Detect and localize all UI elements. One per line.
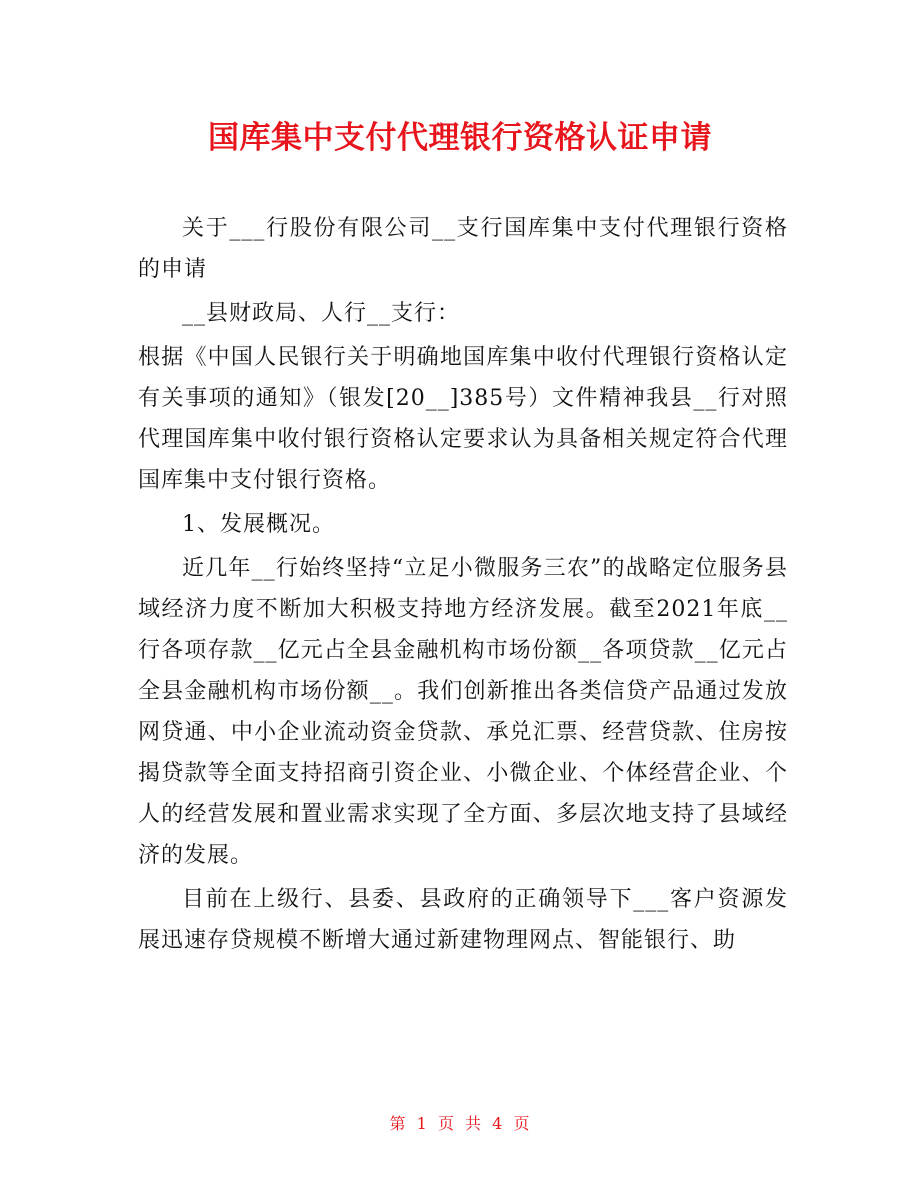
footer-current-page: 1 — [416, 1114, 428, 1133]
page-footer — [0, 1112, 920, 1136]
paragraph-current-status: 目前在上级行、县委、县政府的正确领导下___客户资源发展迅速存贷规模不断增大通过新建物理网点、智能银行、助 — [138, 887, 788, 953]
paragraph-development: 近几年__行始终坚持“立足小微服务三农”的战略定位服务县域经济力度不断加大积极支持地方经济发展。截至2021年底__行各项存款__亿元占全县金融机构市场份额__各项贷款__亿元占全县金融机构市场份额__。我们创新推出各类信贷产品通过发放网贷通、中小企业流动资金贷款、承兑汇票、经营贷款、住房按揭贷款等全面支持招商引资企业、小微企业、个体经营企业、个人的经营发展和置业需求实现了全方面、多层次地支持了县域经济的发展。 — [138, 556, 788, 868]
paragraph-subject: 关于___行股份有限公司__支行国库集中支付代理银行资格的申请 — [138, 216, 788, 282]
footer-label-total: 共 — [465, 1114, 483, 1133]
document-title: 国库集中支付代理银行资格认证申请 — [208, 120, 712, 156]
paragraph-addressee: __县财政局、人行__支行： — [182, 301, 461, 326]
document-body — [138, 208, 788, 964]
paragraph-basis: 根据《中国人民银行关于明确地国库集中收付代理银行资格认定有关事项的通知》（银发[20__]385号）文件精神我县__行对照代理国库集中收付银行资格认定要求认为具备相关规定符合代理国库集中支付银行资格。 — [138, 345, 788, 493]
footer-total-pages: 4 — [492, 1114, 504, 1133]
footer-label-page: 第 — [389, 1114, 407, 1133]
footer-label-unit: 页 — [437, 1114, 455, 1133]
section-heading-overview: 1、发展概况。 — [182, 512, 335, 537]
footer-label-unit-end: 页 — [513, 1114, 531, 1133]
